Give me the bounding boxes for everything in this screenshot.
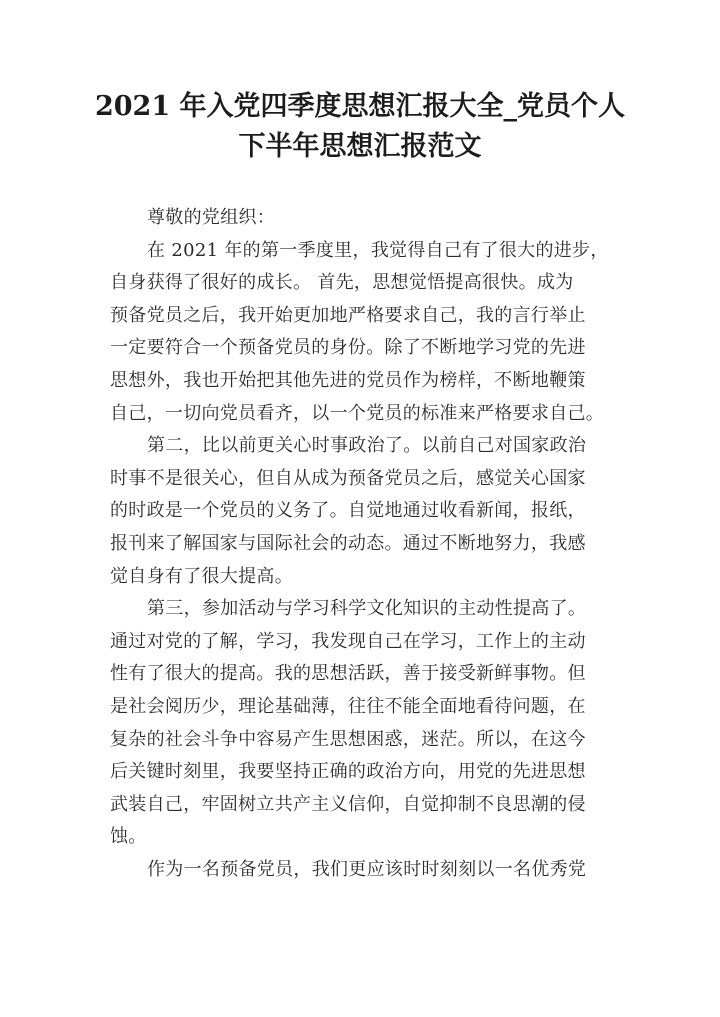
paragraph-line: 觉自身有了很大提高。 xyxy=(110,565,293,587)
paragraph-4 xyxy=(110,854,610,887)
paragraph-2 xyxy=(110,430,610,593)
paragraph-line: 预备党员之后，我开始更加地严格要求自己，我的言行举止 xyxy=(110,304,586,326)
paragraph-line: 第二，比以前更关心时事政治了。以前自己对国家政治 xyxy=(147,435,587,457)
paragraph-line: 是社会阅历少，理论基础薄，往往不能全面地看待问题，在 xyxy=(110,695,586,717)
paragraph-line: 第三，参加活动与学习科学文化知识的主动性提高了。 xyxy=(147,598,587,620)
salutation: 尊敬的党组织： xyxy=(147,207,276,228)
paragraph-line: 作为一名预备党员，我们更应该时时刻刻以一名优秀党 xyxy=(147,858,587,880)
paragraph-line: 复杂的社会斗争中容易产生思想困惑，迷茫。所以，在这今 xyxy=(110,728,586,750)
paragraph-line: 蚀。 xyxy=(110,826,147,848)
paragraph-line: 一定要符合一个预备党员的身份。除了不断地学习党的先进 xyxy=(110,337,586,359)
document-body xyxy=(110,202,610,886)
paragraph-3 xyxy=(110,593,610,854)
paragraph-line: 的时政是一个党员的义务了。自觉地通过收看新闻，报纸， xyxy=(110,500,586,522)
paragraph-1 xyxy=(110,235,610,431)
document-title-line-1: 2021 年入党四季度思想汇报大全_党员个人 xyxy=(94,91,626,122)
paragraph-line: 通过对党的了解，学习，我发现自己在学习，工作上的主动 xyxy=(110,630,586,652)
paragraph-line: 后关键时刻里，我要坚持正确的政治方向，用党的先进思想 xyxy=(110,761,586,783)
paragraph-line: 报刊来了解国家与国际社会的动态。通过不断地努力，我感 xyxy=(110,532,586,554)
document-title-line-2: 下半年思想汇报范文 xyxy=(238,131,482,162)
paragraph-line: 自己，一切向党员看齐，以一个党员的标准来严格要求自己。 xyxy=(110,402,605,424)
paragraph-line: 在 2021 年的第一季度里，我觉得自己有了很大的进步， xyxy=(147,239,609,261)
paragraph-line: 时事不是很关心，但自从成为预备党员之后，感觉关心国家 xyxy=(110,467,586,489)
paragraph-line: 武装自己，牢固树立共产主义信仰，自觉抑制不良思潮的侵 xyxy=(110,793,586,815)
paragraph-line: 思想外，我也开始把其他先进的党员作为榜样，不断地鞭策 xyxy=(110,369,586,391)
paragraph-line: 自身获得了很好的成长。 首先，思想觉悟提高很快。成为 xyxy=(110,272,574,294)
paragraph-line: 性有了很大的提高。我的思想活跃，善于接受新鲜事物。但 xyxy=(110,663,586,685)
